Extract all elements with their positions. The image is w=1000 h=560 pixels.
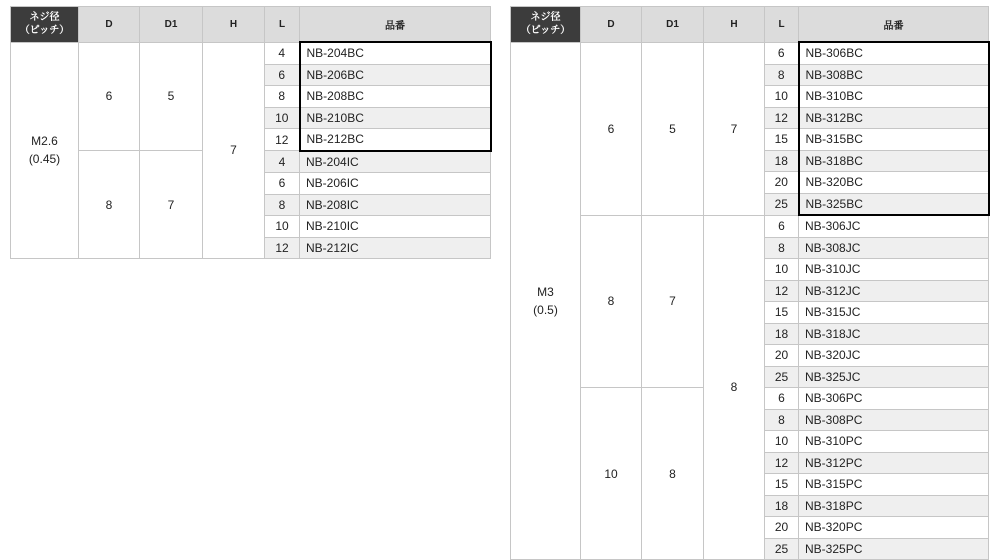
d1-value: 5	[642, 42, 704, 215]
l-value: 12	[765, 452, 799, 474]
table-row	[511, 215, 989, 237]
part-number: NB-310BC	[799, 86, 989, 108]
d-value: 6	[79, 42, 140, 151]
header-d1: D1	[642, 7, 704, 43]
part-number: NB-325JC	[799, 366, 989, 388]
h-value: 7	[704, 42, 765, 215]
header-pitch-label: （ピッチ）	[520, 25, 571, 37]
l-value: 4	[265, 151, 300, 173]
l-value: 6	[265, 64, 300, 86]
l-value: 10	[265, 216, 300, 238]
l-value: 6	[765, 215, 799, 237]
thread-size: M2.6	[31, 134, 58, 149]
l-value: 8	[765, 409, 799, 431]
header-part-number: 品番	[799, 7, 989, 43]
part-number: NB-208BC	[300, 86, 491, 108]
l-value: 10	[765, 431, 799, 453]
l-value: 8	[765, 64, 799, 86]
spec-table-m3	[510, 6, 990, 560]
h-value: 8	[704, 215, 765, 560]
h-value: 7	[203, 42, 265, 259]
header-h: H	[203, 7, 265, 43]
header-thread-size	[11, 7, 79, 43]
header-thread-size-label: ネジ径	[530, 12, 561, 24]
table-header-row	[511, 7, 989, 43]
part-number: NB-320BC	[799, 172, 989, 194]
l-value: 12	[265, 129, 300, 151]
l-value: 12	[765, 280, 799, 302]
l-value: 25	[765, 193, 799, 215]
l-value: 6	[265, 173, 300, 195]
part-number: NB-312BC	[799, 107, 989, 129]
part-number: NB-325BC	[799, 193, 989, 215]
l-value: 10	[765, 259, 799, 281]
l-value: 18	[765, 150, 799, 172]
part-number: NB-320JC	[799, 345, 989, 367]
l-value: 8	[765, 237, 799, 259]
header-part-number: 品番	[300, 7, 491, 43]
part-number: NB-320PC	[799, 517, 989, 539]
header-d: D	[581, 7, 642, 43]
l-value: 15	[765, 474, 799, 496]
part-number: NB-206IC	[300, 173, 491, 195]
part-number: NB-208IC	[300, 194, 491, 216]
part-number: NB-308BC	[799, 64, 989, 86]
l-value: 10	[765, 86, 799, 108]
thread-size-cell	[11, 42, 79, 259]
part-number: NB-206BC	[300, 64, 491, 86]
d1-value: 7	[140, 151, 203, 259]
l-value: 4	[265, 42, 300, 64]
header-d: D	[79, 7, 140, 43]
part-number: NB-210BC	[300, 107, 491, 129]
l-value: 10	[265, 107, 300, 129]
part-number: NB-308JC	[799, 237, 989, 259]
part-number: NB-212BC	[300, 129, 491, 151]
l-value: 20	[765, 517, 799, 539]
header-l: L	[265, 7, 300, 43]
header-pitch-label: （ピッチ）	[19, 25, 70, 37]
spec-table-m26	[10, 6, 492, 259]
l-value: 8	[265, 194, 300, 216]
part-number: NB-212IC	[300, 237, 491, 259]
l-value: 15	[765, 302, 799, 324]
part-number: NB-306PC	[799, 388, 989, 410]
l-value: 18	[765, 495, 799, 517]
thread-size: M3	[537, 284, 554, 299]
part-number: NB-318JC	[799, 323, 989, 345]
l-value: 20	[765, 172, 799, 194]
thread-pitch: (0.5)	[533, 302, 558, 317]
d1-value: 7	[642, 215, 704, 388]
part-number: NB-312PC	[799, 452, 989, 474]
part-number: NB-318PC	[799, 495, 989, 517]
l-value: 25	[765, 538, 799, 560]
table-row	[11, 42, 491, 64]
header-h: H	[704, 7, 765, 43]
part-number: NB-318BC	[799, 150, 989, 172]
header-d1: D1	[140, 7, 203, 43]
l-value: 15	[765, 129, 799, 151]
part-number: NB-315PC	[799, 474, 989, 496]
header-l: L	[765, 7, 799, 43]
part-number: NB-315BC	[799, 129, 989, 151]
part-number: NB-325PC	[799, 538, 989, 560]
l-value: 6	[765, 42, 799, 64]
thread-size-cell	[511, 42, 581, 560]
part-number: NB-204IC	[300, 151, 491, 173]
l-value: 12	[765, 107, 799, 129]
part-number: NB-306JC	[799, 215, 989, 237]
table-header-row	[11, 7, 491, 43]
thread-pitch: (0.45)	[28, 152, 61, 167]
part-number: NB-204BC	[300, 42, 491, 64]
part-number: NB-310JC	[799, 259, 989, 281]
l-value: 20	[765, 345, 799, 367]
d-value: 6	[581, 42, 642, 215]
d1-value: 8	[642, 388, 704, 560]
part-number: NB-310PC	[799, 431, 989, 453]
header-thread-size-label: ネジ径	[29, 12, 60, 24]
part-number: NB-315JC	[799, 302, 989, 324]
d-value: 10	[581, 388, 642, 560]
d-value: 8	[79, 151, 140, 259]
l-value: 25	[765, 366, 799, 388]
l-value: 12	[265, 237, 300, 259]
header-thread-size	[511, 7, 581, 43]
part-number: NB-312JC	[799, 280, 989, 302]
part-number: NB-308PC	[799, 409, 989, 431]
d-value: 8	[581, 215, 642, 388]
l-value: 18	[765, 323, 799, 345]
d1-value: 5	[140, 42, 203, 151]
l-value: 6	[765, 388, 799, 410]
part-number: NB-210IC	[300, 216, 491, 238]
l-value: 8	[265, 86, 300, 108]
table-row	[511, 42, 989, 64]
part-number: NB-306BC	[799, 42, 989, 64]
